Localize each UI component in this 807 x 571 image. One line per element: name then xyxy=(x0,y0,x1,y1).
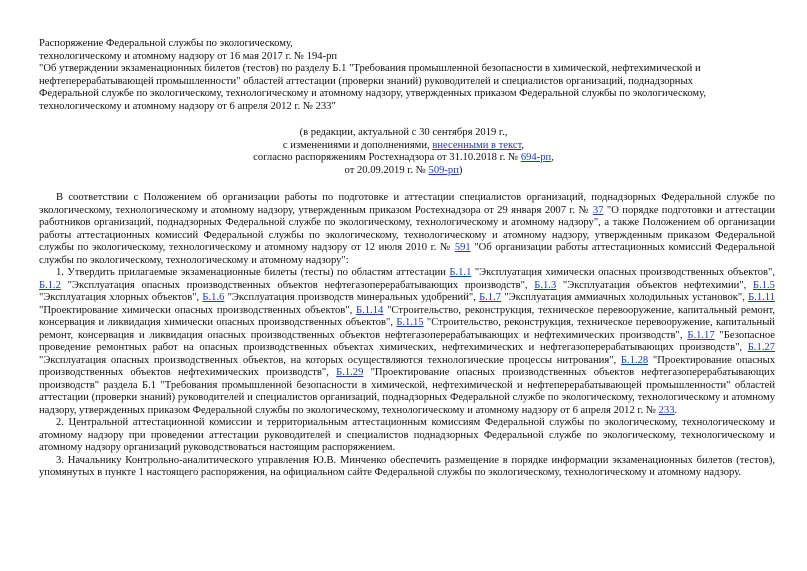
edition-text: , xyxy=(521,139,525,151)
order-694-link[interactable]: 694-рп xyxy=(520,152,552,163)
section-link-b-1-17[interactable]: Б.1.17 xyxy=(687,329,715,341)
paragraph-text: "Эксплуатация аммиачных холодильных установок", xyxy=(501,292,749,303)
paragraph-text: "Эксплуатация химически опасных производственных объектов", xyxy=(471,267,775,278)
header-line: технологическому и атомному надзору от 6 апреля 2012 г. № 233" xyxy=(39,100,336,112)
section-link-b-1-7[interactable]: Б.1.7 xyxy=(479,292,502,303)
section-link-b-1-11[interactable]: Б.1.11 xyxy=(748,292,775,303)
paragraph-text: В соответствии с Положением об организации работы по подготовке и аттестации специалистов организаций, поднадзорных Федеральной службе по экологическому, технологическому и атомному надзору, утвержденным приказом Ростехнадзора от 29 января 2007 г. № xyxy=(39,192,775,216)
edition-note xyxy=(0,127,807,177)
item-3-paragraph: 3. Начальнику Контрольно-аналитического управления Ю.В. Минченко обеспечить размещение в порядке информации экзаменационных билетов (тестов), упомянутых в пункте 1 настоящего распоряжения, на официальном сайте Федеральной службы по экологическому, технологическому и атомному надзору. xyxy=(39,454,775,478)
edition-text: от 20.09.2019 г. № xyxy=(344,164,429,176)
document-body xyxy=(39,192,775,480)
paragraph-text: "Эксплуатация хлорных объектов", xyxy=(39,292,203,303)
paragraph-text: "Строительство, реконструкция, техническое перевооружение, капитальный ремонт, консервация и ликвидация опасных производственных объектов нефтегазоперерабатывающих и нефтехимических производств", xyxy=(39,317,775,341)
edition-text: согласно распоряжениям Ростехнадзора от 31.10.2018 г. № xyxy=(253,152,521,163)
section-link-b-1-27[interactable]: Б.1.27 xyxy=(747,342,775,353)
paragraph-text: "О порядке подготовки и аттестации работников организаций, поднадзорных Федеральной службе по экологическому, технологическому и атомному надзору", а также Положением об организации работы аттестационных комиссий Федеральной службы по экологическому, технологическому и атомному надзору, утвержденным приказом Федеральной службы по экологическому, технологическому и атомному надзору от 12 июля 2010 г. № xyxy=(39,204,776,253)
section-link-b-1-28[interactable]: Б.1.28 xyxy=(620,354,649,366)
order-37-link[interactable]: 37 xyxy=(592,204,604,216)
edition-line xyxy=(0,165,807,178)
header-line: нефтеперерабатывающей промышленности" областей аттестации (проверки знаний) руководителей и специалистов организаций, поднадзорных xyxy=(39,75,693,87)
edition-line xyxy=(0,140,807,153)
order-591-link[interactable]: 591 xyxy=(454,242,471,253)
section-link-b-1-5[interactable]: Б.1.5 xyxy=(753,279,775,291)
order-509-link[interactable]: 509-рп xyxy=(428,164,459,176)
paragraph-text: . xyxy=(674,404,678,416)
document-header xyxy=(39,38,779,113)
paragraph-text: "Строительство, реконструкция, техническое перевооружение, капитальный ремонт, консервация и ликвидация химически опасных производственных объектов", xyxy=(39,304,775,328)
edition-text: с изменениями и дополнениями, xyxy=(282,139,433,151)
preamble-paragraph xyxy=(39,192,775,267)
edition-line: (в редакции, актуальной с 30 сентября 2019 г., xyxy=(299,127,508,138)
edition-line xyxy=(0,152,807,165)
item-1-paragraph xyxy=(39,267,775,417)
section-link-b-1-2[interactable]: Б.1.2 xyxy=(39,279,61,291)
paragraph-text: "Об организации работы аттестационных комиссий Федеральной службы по экологическому, технологическому и атомному надзору": xyxy=(39,242,775,266)
edition-text: ) xyxy=(458,164,463,176)
header-line: Федеральной службе по экологическому, технологическому и атомному надзору, утвержденных приказом Федеральной службы по экологическому, xyxy=(39,88,706,99)
paragraph-text: 1. Утвердить прилагаемые экзаменационные билеты (тесты) по областям аттестации xyxy=(56,267,450,278)
paragraph-text: "Проектирование химически опасных производственных объектов", xyxy=(39,304,357,316)
section-link-b-1-3[interactable]: Б.1.3 xyxy=(534,279,557,291)
header-line: "Об утверждении экзаменационных билетов (тестов) по разделу Б.1 "Требования промышленной безопасности в химической, нефтехимической и xyxy=(39,63,701,74)
section-link-b-1-6[interactable]: Б.1.6 xyxy=(202,292,225,303)
header-line: Распоряжение Федеральной службы по экологическому, xyxy=(39,38,293,49)
paragraph-text: "Безопасное проведение ремонтных работ на опасных производственных объектах химических, нефтехимических и нефтегазоперерабатывающих производств", xyxy=(39,329,776,353)
amendments-link[interactable]: внесенными в текст xyxy=(432,139,522,151)
section-link-b-1-1[interactable]: Б.1.1 xyxy=(449,267,472,278)
section-link-b-1-14[interactable]: Б.1.14 xyxy=(356,304,384,316)
edition-text: , xyxy=(551,152,554,163)
header-line: технологическому и атомному надзору от 16 мая 2017 г. № 194-рп xyxy=(39,50,338,62)
paragraph-text: "Эксплуатация объектов нефтехимии", xyxy=(556,279,753,291)
section-link-b-1-29[interactable]: Б.1.29 xyxy=(336,367,364,378)
paragraph-text: "Проектирование опасных производственных объектов нефтегазоперерабатывающих производств" раздела Б.1 "Требования промышленной безопасности в химической, нефтехимической и нефтеперерабатывающей промышленности" областей аттестации (проверки знаний) руководителей и специалистов организаций, поднадзорных Федеральной службе по экологическому, технологическому и атомному надзору, утвержденных приказом Федеральной службы по экологическому, технологическому и атомному надзору от 6 апреля 2012 г. № xyxy=(39,367,776,416)
paragraph-text: "Эксплуатация опасных производственных объектов, на которых осуществляются технологические процессы нитрования", xyxy=(39,354,621,366)
paragraph-text: "Проектирование опасных производственных объектов нефтехимических производств", xyxy=(39,354,776,378)
order-233-link[interactable]: 233 xyxy=(658,404,675,416)
paragraph-text: "Эксплуатация опасных производственных объектов нефтегазоперерабатывающих производств", xyxy=(60,279,535,291)
paragraph-text: "Эксплуатация производств минеральных удобрений", xyxy=(224,292,480,303)
item-2-paragraph: 2. Центральной аттестационной комиссии и территориальным аттестационным комиссиям Федеральной службы по экологическому, технологическому и атомному надзору при проведении аттестации руководителей и специалистов поднадзорных Федеральной службе по экологическому, технологическому и атомному надзору организаций руководствоваться настоящим распоряжением. xyxy=(39,417,775,453)
section-link-b-1-15[interactable]: Б.1.15 xyxy=(396,317,424,328)
